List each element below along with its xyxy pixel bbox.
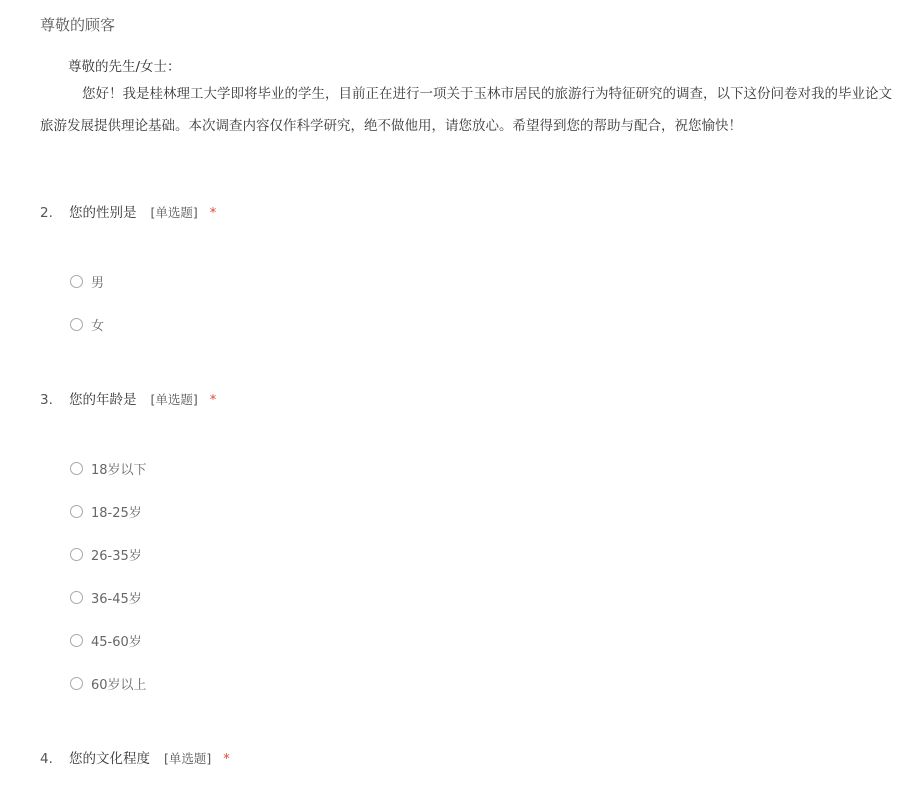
- question-type-tag: [单选题]: [150, 205, 198, 220]
- option-45-60[interactable]: [70, 634, 142, 652]
- required-marker: *: [209, 393, 217, 408]
- radio-button[interactable]: [70, 275, 83, 288]
- option-label: 60岁以上: [91, 678, 147, 693]
- option-label: 男: [91, 276, 105, 291]
- survey-title: 尊敬的顾客: [40, 16, 116, 34]
- question-number: 4.: [40, 751, 53, 767]
- required-marker: *: [223, 752, 230, 767]
- question-gender: [40, 203, 860, 334]
- question-header: [40, 749, 860, 769]
- question-number: 3.: [40, 392, 53, 408]
- question-education: [40, 749, 860, 769]
- question-number: 2.: [40, 205, 53, 221]
- question-text: 您的性别是: [69, 205, 137, 221]
- question-type-tag: [单选题]: [150, 392, 198, 407]
- option-under-18[interactable]: [70, 462, 147, 480]
- question-text: 您的年龄是: [69, 392, 137, 408]
- option-female[interactable]: [70, 318, 104, 336]
- intro-salutation: 尊敬的先生/女士：: [68, 59, 181, 75]
- question-age: [40, 390, 860, 693]
- required-marker: *: [209, 206, 217, 221]
- option-male[interactable]: [70, 275, 104, 293]
- option-label: 26-35岁: [91, 549, 142, 564]
- option-26-35[interactable]: [70, 548, 142, 566]
- intro-paragraph-line-1: 您好！我是桂林理工大学即将毕业的学生，目前正在进行一项关于玉林市居民的旅游行为特征研究的调查，以下这份问卷对我的毕业论文: [82, 86, 892, 102]
- radio-button[interactable]: [70, 634, 83, 647]
- intro-paragraph-line-2: 旅游发展提供理论基础。本次调查内容仅作科学研究，绝不做他用，请您放心。希望得到您的帮助与配合，祝您愉快！: [40, 118, 742, 134]
- question-type-tag: [单选题]: [164, 751, 212, 766]
- option-label: 36-45岁: [91, 592, 142, 607]
- option-label: 18岁以下: [91, 463, 147, 478]
- option-label: 女: [91, 319, 105, 334]
- radio-button[interactable]: [70, 591, 83, 604]
- option-36-45[interactable]: [70, 591, 142, 609]
- option-label: 45-60岁: [91, 635, 142, 650]
- radio-button[interactable]: [70, 462, 83, 475]
- question-header: [40, 203, 860, 223]
- option-over-60[interactable]: [70, 677, 147, 695]
- radio-button[interactable]: [70, 318, 83, 331]
- radio-button[interactable]: [70, 548, 83, 561]
- radio-button[interactable]: [70, 505, 83, 518]
- question-header: [40, 390, 860, 410]
- radio-button[interactable]: [70, 677, 83, 690]
- option-18-25[interactable]: [70, 505, 142, 523]
- survey-intro: [40, 56, 900, 142]
- option-label: 18-25岁: [91, 506, 142, 521]
- question-text: 您的文化程度: [69, 751, 150, 767]
